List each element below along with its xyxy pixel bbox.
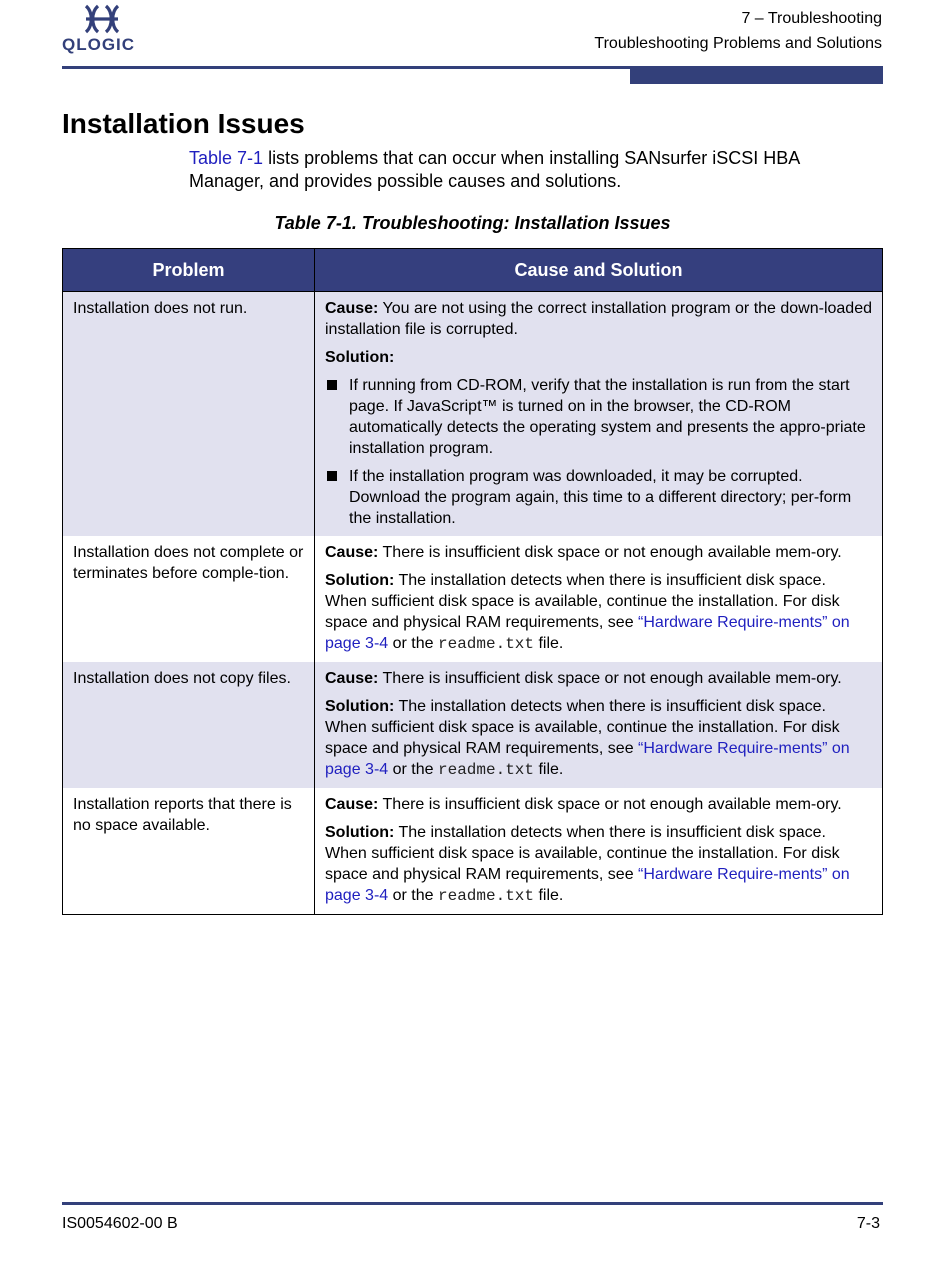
square-bullet-icon bbox=[327, 380, 337, 390]
solution-paragraph bbox=[325, 347, 872, 368]
cause-paragraph: Cause: There is insufficient disk space or not enough available mem-ory. bbox=[325, 670, 842, 687]
installation-issues-table bbox=[62, 248, 883, 915]
cause-label: Cause: bbox=[325, 300, 379, 317]
table-row bbox=[63, 292, 883, 537]
cause-solution-cell bbox=[315, 536, 883, 662]
hardware-requirements-link[interactable]: “Hardware Require-ments” on page 3-4 bbox=[325, 614, 850, 652]
solution-label: Solution: bbox=[325, 698, 395, 715]
problem-cell: Installation does not copy files. bbox=[63, 662, 315, 788]
cause-paragraph: Cause: There is insufficient disk space or not enough available mem-ory. bbox=[325, 544, 842, 561]
cause-label: Cause: bbox=[325, 544, 379, 561]
square-bullet-icon bbox=[327, 471, 337, 481]
cause-paragraph: Cause: There is insufficient disk space or not enough available mem-ory. bbox=[325, 796, 842, 813]
table-row bbox=[63, 662, 883, 788]
problem-column-header: Problem bbox=[63, 249, 315, 292]
section-title: Installation Issues bbox=[62, 108, 305, 139]
intro-paragraph bbox=[189, 147, 869, 193]
solution-paragraph: Solution: The installation detects when there is insufficient disk space. When sufficient disk space is available, continue the installation. For disk space and physical RAM requirements, see “Hardware Require-ments” on page 3-4 or the readme.txt file. bbox=[325, 572, 850, 653]
list-item: If the installation program was downloaded, it may be corrupted. Download the program again, this time to a different directory; per-form the installation. bbox=[325, 466, 872, 529]
document-id: IS0054602-00 B bbox=[62, 1215, 178, 1232]
intro-text: lists problems that can occur when installing SANsurfer iSCSI HBA Manager, and provides possible causes and solutions. bbox=[189, 148, 800, 191]
table-row bbox=[63, 536, 883, 662]
solution-list bbox=[325, 375, 872, 529]
hardware-requirements-link[interactable]: “Hardware Require-ments” on page 3-4 bbox=[325, 866, 850, 904]
footer-rule bbox=[62, 1202, 883, 1205]
solution-label: Solution: bbox=[325, 572, 395, 589]
cause-solution-cell bbox=[315, 292, 883, 537]
cause-label: Cause: bbox=[325, 796, 379, 813]
cause-paragraph: Cause: You are not using the correct installation program or the down-loaded installation file is corrupted. bbox=[325, 300, 872, 338]
readme-filename: readme.txt bbox=[437, 887, 534, 905]
table-header-row bbox=[63, 249, 883, 292]
qlogic-logo bbox=[62, 4, 152, 58]
table-caption: Table 7-1. Troubleshooting: Installation Issues bbox=[274, 213, 671, 233]
section-name: Troubleshooting Problems and Solutions bbox=[594, 35, 882, 52]
list-item: If running from CD-ROM, verify that the installation is run from the start page. If JavaScript™ is turned on in the browser, the CD-ROM automatically detects the operating system and presents the appro-priate installation program. bbox=[325, 375, 872, 459]
qlogic-logo-icon bbox=[62, 4, 152, 34]
readme-filename: readme.txt bbox=[437, 635, 534, 653]
cause-solution-column-header: Cause and Solution bbox=[315, 249, 883, 292]
problem-cell: Installation does not run. bbox=[63, 292, 315, 537]
solution-paragraph: Solution: The installation detects when there is insufficient disk space. When sufficient disk space is available, continue the installation. For disk space and physical RAM requirements, see “Hardware Require-ments” on page 3-4 or the readme.txt file. bbox=[325, 824, 850, 905]
problem-cell: Installation reports that there is no space available. bbox=[63, 788, 315, 915]
solution-label: Solution: bbox=[325, 349, 395, 366]
cause-label: Cause: bbox=[325, 670, 379, 687]
chapter-title: 7 – Troubleshooting bbox=[741, 10, 882, 27]
table-reference-link[interactable]: Table 7-1 bbox=[189, 148, 264, 168]
running-header bbox=[594, 6, 882, 56]
header-accent-bar bbox=[630, 66, 883, 84]
cause-solution-cell bbox=[315, 788, 883, 915]
readme-filename: readme.txt bbox=[437, 761, 534, 779]
hardware-requirements-link[interactable]: “Hardware Require-ments” on page 3-4 bbox=[325, 740, 850, 778]
page-number: 7-3 bbox=[856, 1215, 880, 1232]
solution-paragraph: Solution: The installation detects when there is insufficient disk space. When sufficient disk space is available, continue the installation. For disk space and physical RAM requirements, see “Hardware Require-ments” on page 3-4 or the readme.txt file. bbox=[325, 698, 850, 779]
table-row bbox=[63, 788, 883, 915]
cause-solution-cell bbox=[315, 662, 883, 788]
logo-text: QLOGIC bbox=[62, 35, 136, 54]
solution-label: Solution: bbox=[325, 824, 395, 841]
problem-cell: Installation does not complete or terminates before comple-tion. bbox=[63, 536, 315, 662]
